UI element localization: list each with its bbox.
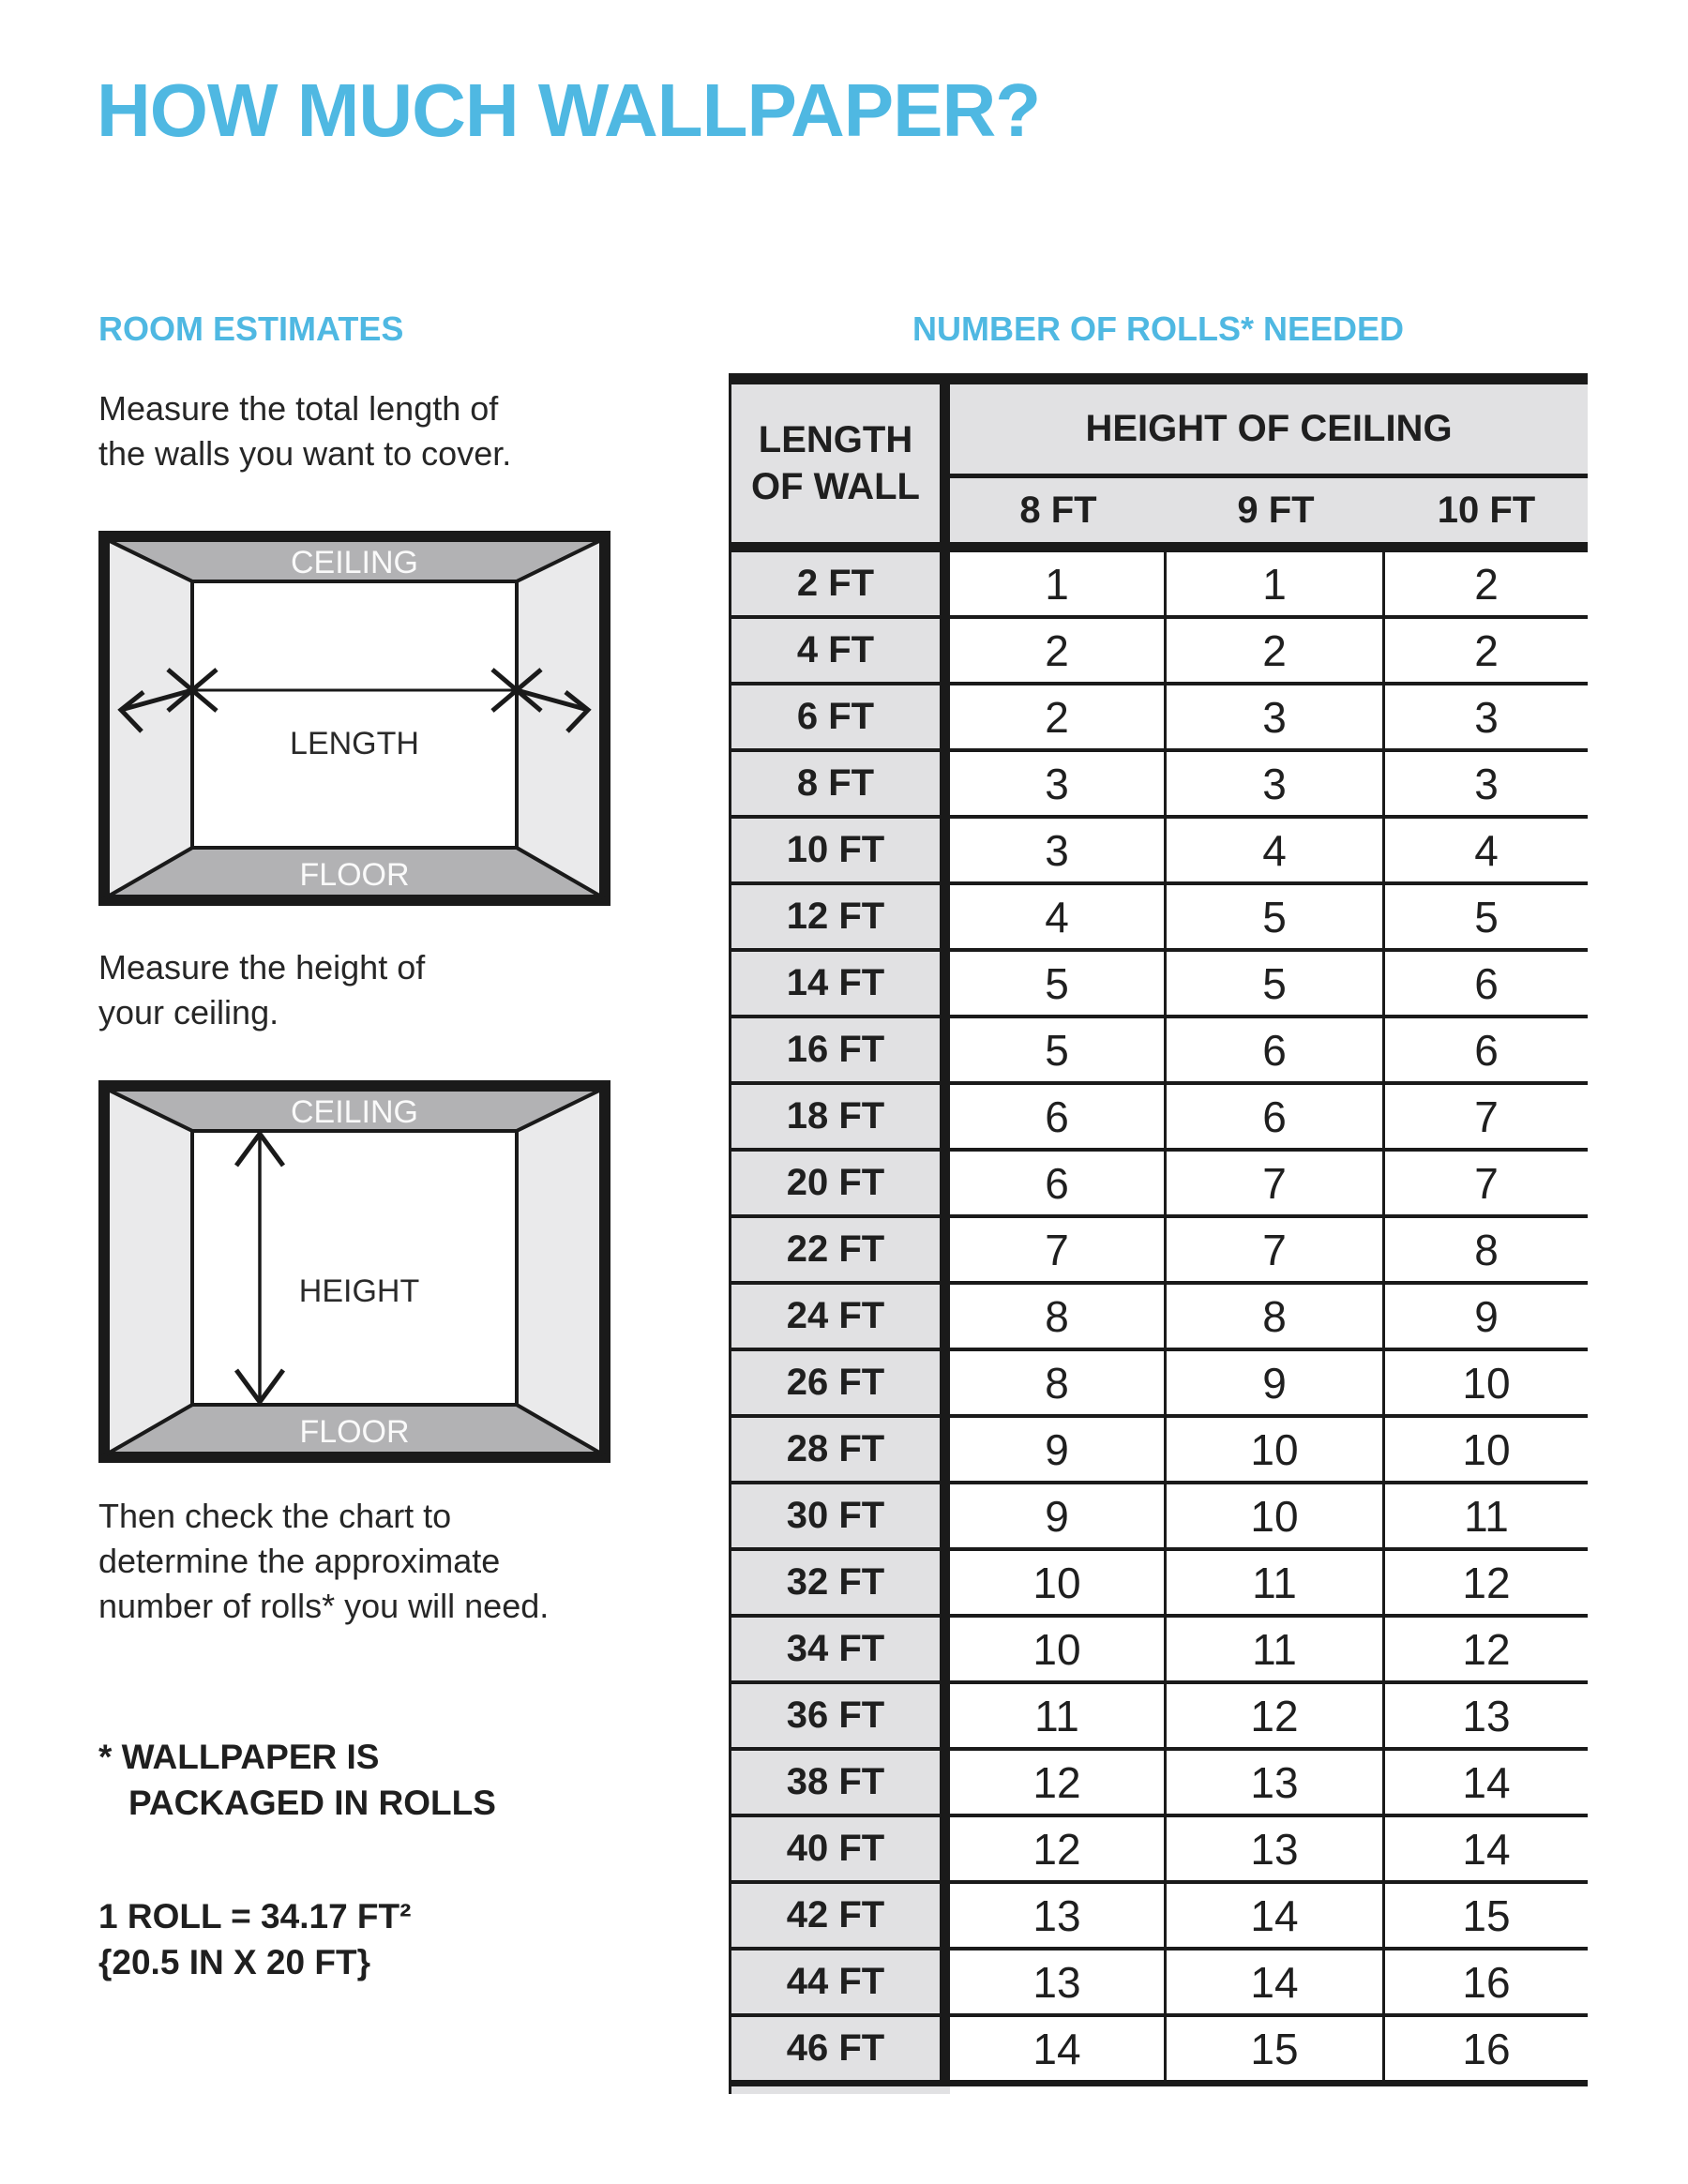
table-row xyxy=(731,2017,1588,2080)
row-length-label: 32 FT xyxy=(731,1551,940,1614)
paragraph-line: number of rolls* you will need. xyxy=(98,1587,550,1625)
cell-9ft: 11 xyxy=(1167,1618,1382,1680)
row-length-label: 22 FT xyxy=(731,1218,940,1281)
vertical-divider xyxy=(940,1684,950,1747)
left-wall-panel xyxy=(108,540,192,896)
back-wall-panel xyxy=(192,1131,517,1405)
cell-8ft: 10 xyxy=(950,1618,1164,1680)
table-row xyxy=(731,1018,1588,1085)
ceiling-label: CEILING xyxy=(290,1094,419,1130)
table-row xyxy=(731,819,1588,885)
row-length-label: 10 FT xyxy=(731,819,940,881)
cell-9ft: 3 xyxy=(1167,752,1382,815)
cell-8ft: 6 xyxy=(950,1085,1164,1148)
cell-10ft: 13 xyxy=(1385,1684,1588,1747)
room-length-diagram xyxy=(98,531,610,906)
row-length-label: 4 FT xyxy=(731,619,940,682)
vertical-divider xyxy=(940,819,950,881)
cell-8ft: 12 xyxy=(950,1751,1164,1814)
cell-10ft: 16 xyxy=(1385,2017,1588,2080)
table-row xyxy=(731,752,1588,819)
cell-10ft: 3 xyxy=(1385,752,1588,815)
row-length-label: 26 FT xyxy=(731,1351,940,1414)
vertical-divider xyxy=(940,1085,950,1148)
cell-9ft: 10 xyxy=(1167,1418,1382,1481)
paragraph-line: Measure the height of xyxy=(98,948,426,987)
paragraph-line: your ceiling. xyxy=(98,993,279,1032)
vertical-divider xyxy=(940,1418,950,1481)
row-length-label: 2 FT xyxy=(731,552,940,615)
paragraph-line: Measure the total length of xyxy=(98,389,499,428)
row-length-label: 34 FT xyxy=(731,1618,940,1680)
roll-size-line: 1 ROLL = 34.17 FT² xyxy=(98,1897,412,1935)
cell-9ft: 9 xyxy=(1167,1351,1382,1414)
column-header-10ft: 10 FT xyxy=(1437,489,1536,531)
cell-8ft: 3 xyxy=(950,819,1164,881)
vertical-divider xyxy=(940,1218,950,1281)
table-row xyxy=(731,619,1588,685)
wallpaper-rolls-footnote xyxy=(98,1734,496,1826)
cell-10ft: 10 xyxy=(1385,1351,1588,1414)
cell-8ft: 2 xyxy=(950,685,1164,748)
vertical-divider xyxy=(940,1817,950,1880)
cell-10ft: 11 xyxy=(1385,1484,1588,1547)
cell-9ft: 14 xyxy=(1167,1951,1382,2013)
cell-9ft: 6 xyxy=(1167,1085,1382,1148)
header-bottom-border xyxy=(731,542,1588,552)
cell-8ft: 10 xyxy=(950,1551,1164,1614)
length-label: LENGTH xyxy=(290,726,419,761)
right-wall-panel xyxy=(517,1090,601,1453)
row-length-label: 44 FT xyxy=(731,1951,940,2013)
table-row xyxy=(731,1152,1588,1218)
column-header-9ft: 9 FT xyxy=(1237,489,1315,531)
cell-10ft: 5 xyxy=(1385,885,1588,948)
paragraph-line: Then check the chart to xyxy=(98,1497,452,1535)
table-row xyxy=(731,1684,1588,1751)
room-height-diagram xyxy=(98,1080,610,1463)
table-row xyxy=(731,1351,1588,1418)
table-row xyxy=(731,685,1588,752)
left-wall-panel xyxy=(108,1090,192,1453)
vertical-divider xyxy=(940,1285,950,1348)
cell-10ft: 2 xyxy=(1385,552,1588,615)
cell-9ft: 7 xyxy=(1167,1218,1382,1281)
row-length-label: 28 FT xyxy=(731,1418,940,1481)
rolls-needed-heading: NUMBER OF ROLLS* NEEDED xyxy=(912,309,1405,348)
cell-9ft: 15 xyxy=(1167,2017,1382,2080)
vertical-divider xyxy=(940,1484,950,1547)
row-length-label: 16 FT xyxy=(731,1018,940,1081)
cell-9ft: 13 xyxy=(1167,1817,1382,1880)
ceiling-header-group xyxy=(950,384,1588,542)
cell-8ft: 9 xyxy=(950,1418,1164,1481)
height-label: HEIGHT xyxy=(298,1273,420,1309)
vertical-divider xyxy=(940,1351,950,1414)
row-length-label: 38 FT xyxy=(731,1751,940,1814)
cell-8ft: 3 xyxy=(950,752,1164,815)
cell-8ft: 5 xyxy=(950,952,1164,1015)
table-bottom-stub xyxy=(731,2086,950,2094)
cell-10ft: 12 xyxy=(1385,1618,1588,1680)
roll-size-line: {20.5 IN X 20 FT} xyxy=(98,1943,370,1981)
table-row xyxy=(731,1884,1588,1951)
cell-10ft: 7 xyxy=(1385,1085,1588,1148)
back-wall-panel xyxy=(192,581,517,848)
vertical-divider xyxy=(940,619,950,682)
vertical-divider xyxy=(940,1018,950,1081)
vertical-divider xyxy=(940,1152,950,1214)
cell-10ft: 2 xyxy=(1385,619,1588,682)
cell-10ft: 6 xyxy=(1385,952,1588,1015)
table-body xyxy=(731,552,1588,2080)
row-length-label: 6 FT xyxy=(731,685,940,748)
instruction-height-paragraph xyxy=(98,945,425,1035)
cell-9ft: 14 xyxy=(1167,1884,1382,1947)
table-bottom-border xyxy=(731,2080,1588,2086)
cell-9ft: 11 xyxy=(1167,1551,1382,1614)
table-row xyxy=(731,1484,1588,1551)
row-length-label: 14 FT xyxy=(731,952,940,1015)
rolls-needed-table xyxy=(729,373,1588,2094)
floor-label: FLOOR xyxy=(299,1414,410,1450)
table-row xyxy=(731,1418,1588,1484)
cell-10ft: 16 xyxy=(1385,1951,1588,2013)
cell-9ft: 13 xyxy=(1167,1751,1382,1814)
cell-9ft: 4 xyxy=(1167,819,1382,881)
vertical-divider xyxy=(940,752,950,815)
table-row xyxy=(731,885,1588,952)
footnote-line: * WALLPAPER IS xyxy=(98,1738,380,1776)
cell-10ft: 4 xyxy=(1385,819,1588,881)
cell-10ft: 10 xyxy=(1385,1418,1588,1481)
cell-9ft: 5 xyxy=(1167,952,1382,1015)
right-wall-panel xyxy=(517,540,601,896)
table-row xyxy=(731,1285,1588,1351)
cell-8ft: 8 xyxy=(950,1351,1164,1414)
cell-10ft: 14 xyxy=(1385,1751,1588,1814)
table-row xyxy=(731,1817,1588,1884)
floor-label: FLOOR xyxy=(299,857,410,893)
cell-10ft: 14 xyxy=(1385,1817,1588,1880)
corner-line: LENGTH xyxy=(758,419,913,460)
table-row xyxy=(731,1618,1588,1684)
vertical-divider xyxy=(940,952,950,1015)
row-length-label: 18 FT xyxy=(731,1085,940,1148)
table-row xyxy=(731,1085,1588,1152)
cell-8ft: 7 xyxy=(950,1218,1164,1281)
vertical-divider xyxy=(940,1884,950,1947)
vertical-divider xyxy=(940,1551,950,1614)
column-headers-row xyxy=(950,478,1588,542)
row-length-label: 36 FT xyxy=(731,1684,940,1747)
vertical-divider xyxy=(940,685,950,748)
roll-size-info xyxy=(98,1893,411,1985)
cell-8ft: 14 xyxy=(950,2017,1164,2080)
table-row xyxy=(731,552,1588,619)
cell-9ft: 12 xyxy=(1167,1684,1382,1747)
cell-8ft: 4 xyxy=(950,885,1164,948)
row-length-label: 20 FT xyxy=(731,1152,940,1214)
cell-10ft: 3 xyxy=(1385,685,1588,748)
paragraph-line: the walls you want to cover. xyxy=(98,434,512,473)
table-row xyxy=(731,1951,1588,2017)
row-length-label: 40 FT xyxy=(731,1817,940,1880)
column-header-8ft: 8 FT xyxy=(1019,489,1097,531)
row-length-label: 42 FT xyxy=(731,1884,940,1947)
vertical-divider xyxy=(940,1751,950,1814)
cell-10ft: 7 xyxy=(1385,1152,1588,1214)
cell-10ft: 9 xyxy=(1385,1285,1588,1348)
cell-9ft: 6 xyxy=(1167,1018,1382,1081)
cell-8ft: 5 xyxy=(950,1018,1164,1081)
page-title: HOW MUCH WALLPAPER? xyxy=(97,68,1041,152)
row-length-label: 12 FT xyxy=(731,885,940,948)
table-row xyxy=(731,1751,1588,1817)
paragraph-line: determine the approximate xyxy=(98,1542,501,1580)
vertical-divider xyxy=(940,384,950,542)
vertical-divider xyxy=(940,1618,950,1680)
cell-8ft: 13 xyxy=(950,1951,1164,2013)
cell-9ft: 3 xyxy=(1167,685,1382,748)
vertical-divider xyxy=(940,1951,950,2013)
cell-9ft: 7 xyxy=(1167,1152,1382,1214)
cell-9ft: 8 xyxy=(1167,1285,1382,1348)
row-length-label: 46 FT xyxy=(731,2017,940,2080)
cell-10ft: 12 xyxy=(1385,1551,1588,1614)
cell-9ft: 10 xyxy=(1167,1484,1382,1547)
cell-8ft: 2 xyxy=(950,619,1164,682)
cell-10ft: 15 xyxy=(1385,1884,1588,1947)
cell-9ft: 1 xyxy=(1167,552,1382,615)
corner-line: OF WALL xyxy=(751,466,920,507)
instruction-length-paragraph xyxy=(98,386,511,476)
table-row xyxy=(731,952,1588,1018)
length-of-wall-header xyxy=(731,384,940,542)
room-estimates-heading: ROOM ESTIMATES xyxy=(98,309,404,348)
cell-9ft: 2 xyxy=(1167,619,1382,682)
cell-8ft: 8 xyxy=(950,1285,1164,1348)
cell-10ft: 6 xyxy=(1385,1018,1588,1081)
table-row xyxy=(731,1551,1588,1618)
instruction-chart-paragraph xyxy=(98,1494,549,1629)
table-top-border xyxy=(731,373,1588,384)
table-header xyxy=(731,384,1588,542)
row-length-label: 8 FT xyxy=(731,752,940,815)
cell-9ft: 5 xyxy=(1167,885,1382,948)
cell-10ft: 8 xyxy=(1385,1218,1588,1281)
cell-8ft: 13 xyxy=(950,1884,1164,1947)
footnote-line: PACKAGED IN ROLLS xyxy=(128,1784,496,1822)
vertical-divider xyxy=(940,2017,950,2080)
vertical-divider xyxy=(940,552,950,615)
vertical-divider xyxy=(940,885,950,948)
ceiling-label: CEILING xyxy=(290,545,419,580)
row-length-label: 30 FT xyxy=(731,1484,940,1547)
table-row xyxy=(731,1218,1588,1285)
cell-8ft: 1 xyxy=(950,552,1164,615)
row-length-label: 24 FT xyxy=(731,1285,940,1348)
cell-8ft: 9 xyxy=(950,1484,1164,1547)
cell-8ft: 12 xyxy=(950,1817,1164,1880)
height-of-ceiling-header: HEIGHT OF CEILING xyxy=(950,384,1588,474)
cell-8ft: 6 xyxy=(950,1152,1164,1214)
cell-8ft: 11 xyxy=(950,1684,1164,1747)
